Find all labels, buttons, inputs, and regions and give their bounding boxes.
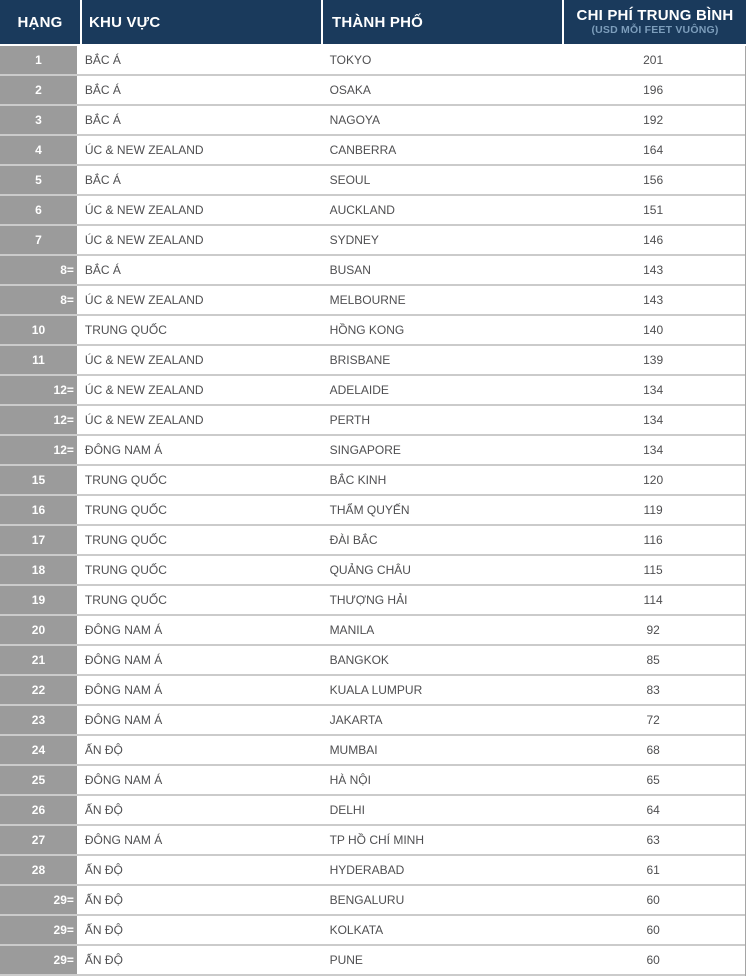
table-row bbox=[0, 856, 745, 886]
city-cell: MUMBAI bbox=[329, 743, 378, 757]
region-cell: ĐÔNG NAM Á bbox=[84, 683, 163, 697]
rank-cell: 16 bbox=[0, 496, 77, 524]
city-cell: BRISBANE bbox=[329, 353, 391, 367]
table-row bbox=[0, 346, 745, 376]
table-row bbox=[0, 406, 745, 436]
region-cell: TRUNG QUỐC bbox=[84, 593, 167, 607]
cost-cell: 60 bbox=[646, 923, 660, 937]
city-cell: SEOUL bbox=[329, 173, 371, 187]
table-row bbox=[0, 676, 745, 706]
rank-cell: 1 bbox=[0, 46, 77, 74]
region-cell: ÚC & NEW ZEALAND bbox=[84, 293, 204, 307]
table-row bbox=[0, 616, 745, 646]
city-cell: HYDERABAD bbox=[329, 863, 405, 877]
cost-cell: 60 bbox=[646, 953, 660, 967]
region-cell: ÚC & NEW ZEALAND bbox=[84, 143, 204, 157]
table-row bbox=[0, 316, 745, 346]
region-cell: TRUNG QUỐC bbox=[84, 563, 167, 577]
table-row bbox=[0, 436, 745, 466]
table-row bbox=[0, 916, 745, 946]
region-cell: TRUNG QUỐC bbox=[84, 503, 167, 517]
table-row bbox=[0, 76, 745, 106]
city-cell: SINGAPORE bbox=[329, 443, 401, 457]
table-row bbox=[0, 556, 745, 586]
cost-cell: 68 bbox=[646, 743, 660, 757]
city-cell: QUẢNG CHÂU bbox=[329, 563, 411, 577]
rank-cell: 8= bbox=[0, 286, 77, 314]
cost-cell: 146 bbox=[643, 233, 664, 247]
cost-cell: 134 bbox=[643, 413, 664, 427]
rank-cell: 12= bbox=[0, 376, 77, 404]
region-cell: ẤN ĐỘ bbox=[84, 803, 123, 817]
rank-cell: 8= bbox=[0, 256, 77, 284]
table-row bbox=[0, 226, 745, 256]
rank-cell: 29= bbox=[0, 946, 77, 974]
rank-cell: 21 bbox=[0, 646, 77, 674]
city-cell: TOKYO bbox=[329, 53, 372, 67]
cost-cell: 60 bbox=[646, 893, 660, 907]
city-cell: SYDNEY bbox=[329, 233, 379, 247]
rank-cell: 29= bbox=[0, 886, 77, 914]
rank-cell: 20 bbox=[0, 616, 77, 644]
region-cell: ÚC & NEW ZEALAND bbox=[84, 413, 204, 427]
rank-cell: 10 bbox=[0, 316, 77, 344]
city-cell: PERTH bbox=[329, 413, 371, 427]
city-cell: TP HỒ CHÍ MINH bbox=[329, 833, 425, 847]
table-row bbox=[0, 166, 745, 196]
rank-cell: 12= bbox=[0, 406, 77, 434]
rank-cell: 27 bbox=[0, 826, 77, 854]
table-row bbox=[0, 106, 745, 136]
table-row bbox=[0, 286, 745, 316]
region-cell: TRUNG QUỐC bbox=[84, 533, 167, 547]
rank-cell: 28 bbox=[0, 856, 77, 884]
city-cell: DELHI bbox=[329, 803, 365, 817]
rank-cell: 2 bbox=[0, 76, 77, 104]
header-rank: HẠNG bbox=[0, 0, 80, 44]
header-city: THÀNH PHỐ bbox=[323, 0, 562, 44]
region-cell: ĐÔNG NAM Á bbox=[84, 713, 163, 727]
cost-cell: 120 bbox=[643, 473, 664, 487]
city-cell: MANILA bbox=[329, 623, 375, 637]
region-cell: BẮC Á bbox=[84, 83, 121, 97]
table-header-row bbox=[0, 0, 746, 44]
cost-cell: 156 bbox=[643, 173, 664, 187]
cost-cell: 143 bbox=[643, 263, 664, 277]
rank-cell: 6 bbox=[0, 196, 77, 224]
rank-cell: 19 bbox=[0, 586, 77, 614]
cost-cell: 63 bbox=[646, 833, 660, 847]
rank-cell: 5 bbox=[0, 166, 77, 194]
region-cell: BẮC Á bbox=[84, 173, 121, 187]
cost-cell: 134 bbox=[643, 443, 664, 457]
region-cell: ẤN ĐỘ bbox=[84, 953, 123, 967]
table-row bbox=[0, 466, 745, 496]
region-cell: BẮC Á bbox=[84, 113, 121, 127]
region-cell: BẮC Á bbox=[84, 263, 121, 277]
region-cell: ẤN ĐỘ bbox=[84, 863, 123, 877]
cost-cell: 64 bbox=[646, 803, 660, 817]
table-body bbox=[0, 46, 746, 976]
rank-cell: 25 bbox=[0, 766, 77, 794]
rank-cell: 12= bbox=[0, 436, 77, 464]
cost-cell: 116 bbox=[643, 533, 663, 547]
table-row bbox=[0, 586, 745, 616]
rank-cell: 18 bbox=[0, 556, 77, 584]
cost-cell: 164 bbox=[643, 143, 664, 157]
city-cell: THƯỢNG HẢI bbox=[329, 593, 408, 607]
city-cell: JAKARTA bbox=[329, 713, 383, 727]
table-row bbox=[0, 496, 745, 526]
rank-cell: 4 bbox=[0, 136, 77, 164]
city-cell: NAGOYA bbox=[329, 113, 381, 127]
cost-cell: 72 bbox=[646, 713, 660, 727]
city-cell: ĐÀI BẮC bbox=[329, 533, 378, 547]
cost-cell: 139 bbox=[643, 353, 664, 367]
cost-cell: 151 bbox=[643, 203, 664, 217]
table-row bbox=[0, 646, 745, 676]
city-cell: CANBERRA bbox=[329, 143, 397, 157]
cost-cell: 140 bbox=[643, 323, 664, 337]
region-cell: ÚC & NEW ZEALAND bbox=[84, 203, 204, 217]
cost-cell: 196 bbox=[643, 83, 664, 97]
city-cell: KUALA LUMPUR bbox=[329, 683, 423, 697]
header-cost-subtitle: (USD MỖI FEET VUÔNG) bbox=[591, 23, 719, 36]
rank-cell: 22 bbox=[0, 676, 77, 704]
header-cost bbox=[564, 0, 746, 44]
cost-cell: 114 bbox=[643, 593, 663, 607]
city-cell: MELBOURNE bbox=[329, 293, 406, 307]
cost-cell: 119 bbox=[643, 503, 663, 517]
region-cell: BẮC Á bbox=[84, 53, 121, 67]
cost-cell: 143 bbox=[643, 293, 664, 307]
table-row bbox=[0, 46, 745, 76]
region-cell: ÚC & NEW ZEALAND bbox=[84, 383, 204, 397]
rank-cell: 3 bbox=[0, 106, 77, 134]
region-cell: ÚC & NEW ZEALAND bbox=[84, 233, 204, 247]
region-cell: ÚC & NEW ZEALAND bbox=[84, 353, 204, 367]
cost-cell: 134 bbox=[643, 383, 664, 397]
city-cell: OSAKA bbox=[329, 83, 371, 97]
region-cell: ĐÔNG NAM Á bbox=[84, 653, 163, 667]
city-cell: BENGALURU bbox=[329, 893, 405, 907]
region-cell: TRUNG QUỐC bbox=[84, 323, 167, 337]
region-cell: ẤN ĐỘ bbox=[84, 893, 123, 907]
city-cell: BANGKOK bbox=[329, 653, 389, 667]
table-row bbox=[0, 886, 745, 916]
table-row bbox=[0, 376, 745, 406]
table-row bbox=[0, 826, 745, 856]
city-cell: AUCKLAND bbox=[329, 203, 395, 217]
header-region: KHU VỰC bbox=[82, 0, 321, 44]
rank-cell: 15 bbox=[0, 466, 77, 494]
cost-cell: 192 bbox=[643, 113, 664, 127]
table-row bbox=[0, 526, 745, 556]
table-row bbox=[0, 766, 745, 796]
city-cell: THẨM QUYẾN bbox=[329, 503, 410, 517]
rank-cell: 23 bbox=[0, 706, 77, 734]
rank-cell: 17 bbox=[0, 526, 77, 554]
city-cell: HÀ NỘI bbox=[329, 773, 371, 787]
header-cost-title: CHI PHÍ TRUNG BÌNH bbox=[576, 6, 734, 24]
cost-cell: 83 bbox=[646, 683, 660, 697]
cost-cell: 85 bbox=[646, 653, 660, 667]
rank-cell: 26 bbox=[0, 796, 77, 824]
rank-cell: 11 bbox=[0, 346, 77, 374]
region-cell: ẤN ĐỘ bbox=[84, 923, 123, 937]
city-cell: ADELAIDE bbox=[329, 383, 389, 397]
table-row bbox=[0, 196, 745, 226]
table-row bbox=[0, 136, 745, 166]
region-cell: ẤN ĐỘ bbox=[84, 743, 123, 757]
city-cell: PUNE bbox=[329, 953, 363, 967]
cost-cell: 61 bbox=[646, 863, 660, 877]
table-row bbox=[0, 796, 745, 826]
cost-cell: 115 bbox=[643, 563, 663, 577]
region-cell: ĐÔNG NAM Á bbox=[84, 833, 163, 847]
region-cell: ĐÔNG NAM Á bbox=[84, 443, 163, 457]
cost-cell: 92 bbox=[646, 623, 660, 637]
table-row bbox=[0, 706, 745, 736]
cost-cell: 201 bbox=[643, 53, 664, 67]
table-row bbox=[0, 256, 745, 286]
rank-cell: 29= bbox=[0, 916, 77, 944]
region-cell: ĐÔNG NAM Á bbox=[84, 773, 163, 787]
rank-cell: 24 bbox=[0, 736, 77, 764]
city-cell: KOLKATA bbox=[329, 923, 384, 937]
table-row bbox=[0, 736, 745, 766]
city-cell: HỒNG KONG bbox=[329, 323, 405, 337]
table-row bbox=[0, 946, 745, 976]
city-cell: BUSAN bbox=[329, 263, 371, 277]
region-cell: ĐÔNG NAM Á bbox=[84, 623, 163, 637]
region-cell: TRUNG QUỐC bbox=[84, 473, 167, 487]
rank-cell: 7 bbox=[0, 226, 77, 254]
cost-cell: 65 bbox=[646, 773, 660, 787]
city-cell: BẮC KINH bbox=[329, 473, 387, 487]
